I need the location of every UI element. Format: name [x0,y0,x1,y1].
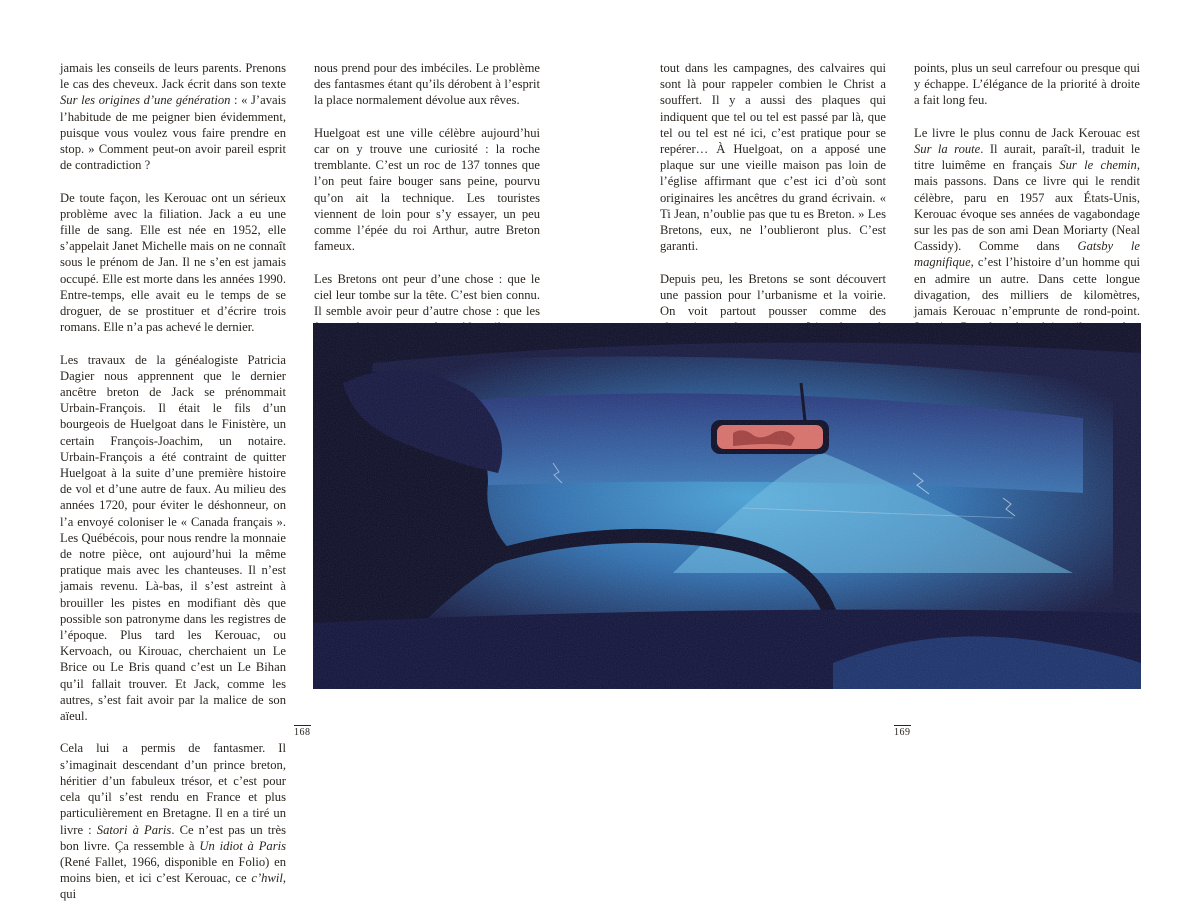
text-run: , qui [60,871,286,902]
text-run: . Ce n’est pas un très bon livre. Ça ressemble à [60,822,286,853]
text-run: Le livre le plus connu de Jack Kerouac est [914,125,1140,140]
paragraph [914,125,1140,352]
text-run: (René Fallet, 1966, disponible en Folio) en moins bien, et ici c’est Kerouac, ce [60,854,286,886]
italic-title: Sur la route [914,142,981,156]
paragraph [314,125,540,255]
text-run: jamais les conseils de leurs parents. Prenons le cas des cheveux. Jack écrit dans son texte [60,61,286,92]
paragraph [660,60,886,254]
text-run: tout dans les campagnes, des calvaires qui sont là pour rappeler combien le Christ a souffert. Il y a aussi des plaques qui indiquent que tel ou tel est passé par là, que tel ou tel est né ici, c’est pratique pour se repérer… À Huelgoat, on a apposé une plaque sur une vieille maison pas loin de l’église affirmant que c’est ici d’où sont originaires les ancêtres du grand écrivain. « Ti Jean, n’oublie pas que tu es Breton. » Les Bretons, eux, ne l’oublieront plus. C’est garanti. [660,61,886,254]
column-4 [914,60,1140,352]
page-number-left: 168 [294,727,311,738]
paragraph [914,60,1140,109]
text-run: . Il aurait, paraît-il, traduit le titre luimême en français [914,142,1140,173]
paragraph [60,60,286,173]
column-1 [60,60,286,903]
page-number-right: 169 [894,727,911,738]
text-run: Cela lui a permis de fantasmer. Il s’imaginait descendant d’un prince breton, héritier d’un fabuleux trésor, et c’est pour cela qu’il s’est rendu en France et plus particulièrement en Bretagne. Il en a tiré un livre : [60,741,286,837]
text-run: Depuis peu, les Bretons se sont découvert une passion pour l’urbanisme et la voirie. On voit partout pousser comme des [660,271,886,319]
column-2 [314,60,540,368]
night-drive-illustration [313,323,1141,689]
italic-title: c’hwil [251,871,283,886]
italic-title: Sur les origines d’une génération [60,93,231,108]
text-run: , c’est l’histoire d’un homme qui en admire un autre. Dans cette longue divagation, des milliers de kilomètres, jamais Kerouac n’emprunte de rond-point. [914,255,1140,319]
text-run: , mais passons. Dans ce livre qui le rendit célèbre, paru en 1957 aux États-Unis, Kerouac évoque ses années de vagabondage sur les pas de son ami Dean Moriarty (Neal Cassidy). Comme dans [914,158,1141,254]
text-run: nous prend pour des imbéciles. Le problème des fantasmes étant qu’ils dérobent à l’esprit la place normalement dévolue aux rêves. [314,61,540,108]
text-run: De toute façon, les Kerouac ont un sérieux problème avec la filiation. Jack a eu une fille de sang. Elle est née en 1952, elle s’appelait Janet Michelle mais on ne connaît sous le prénom de Jan. Il ne s’en est jamais occupé. Elle est morte dans les années 1990. Entre-temps, elle avait eu le temps de se droguer, de se prostituer et d’écrire trois romans. Elle n’a pas achevé le dernier. [60,190,286,335]
text-run: Huelgoat est une ville célèbre aujourd’hui car on y trouve une curiosité : la roche tremblante. C’est un roc de 137 tonnes que l’on peut faire bouger sans peine, pourvu qu’on ait la technique. Les touristes viennent de loin pour s’y essayer, un peu comme l’épée du roi Arthur, autre Breton fameux. [314,125,540,254]
italic-title: Gatsby le magnifique [914,239,1140,270]
text-run: Les Bretons ont peur d’une chose : que le ciel leur tombe sur la tête. C’est bien connu. Il semble avoir peur d’autre chose : que les [314,271,540,319]
paragraph [60,190,286,336]
text-run: Les travaux de la généalogiste Patricia Dagier nous apprennent que le dernier ancêtre breton de Jack se prénommait Urbain-François. Il était le fils d’un bourgeois de Huelgoat dans le Finistère, un certain François-Joachim, un notaire. Urbain-François a été contraint de quitter Huelgoat à la suite d’une première histoire de vol et d’une autre de faux. Au milieu des années 1720, pour éviter le déshonneur, on l’a envoyé coloniser le « Canada français ». Les Québécois, pour nous rendre la monnaie de notre pièce, ont aujourd’hui la même pratique mais avec les chanteuses. Il n’est jamais revenu. Là-bas, il s’est astreint à brouiller les pistes en modifiant dès que possible son patronyme dans les registres de l’époque. Plus tard les Kerouac, ou Kervoach, ou Kirouac, cherchaient un Le Brice ou Le Bris quand c’est un Le Bihan qu’il fallait trouver. Et Jack, comme les autres, s’est fait avoir par la malice de son aïeul. [60,352,286,724]
text-run: : « J’avais l’habitude de me peigner bien évidemment, puisque vous voulez vous faire prendre en stop. » Comment peut-on avoir pareil esprit de contradiction ? [60,93,286,173]
column-3 [660,60,886,368]
italic-title: Satori à Paris [96,822,172,837]
italic-title: Sur le chemin [1059,158,1137,173]
paragraph [60,352,286,725]
text-run: points, plus un seul carrefour ou presque qui y échappe. L’élégance de la priorité à droite a fait long feu. [914,61,1140,108]
italic-title: Un idiot à Paris [199,838,287,853]
paragraph [314,60,540,109]
